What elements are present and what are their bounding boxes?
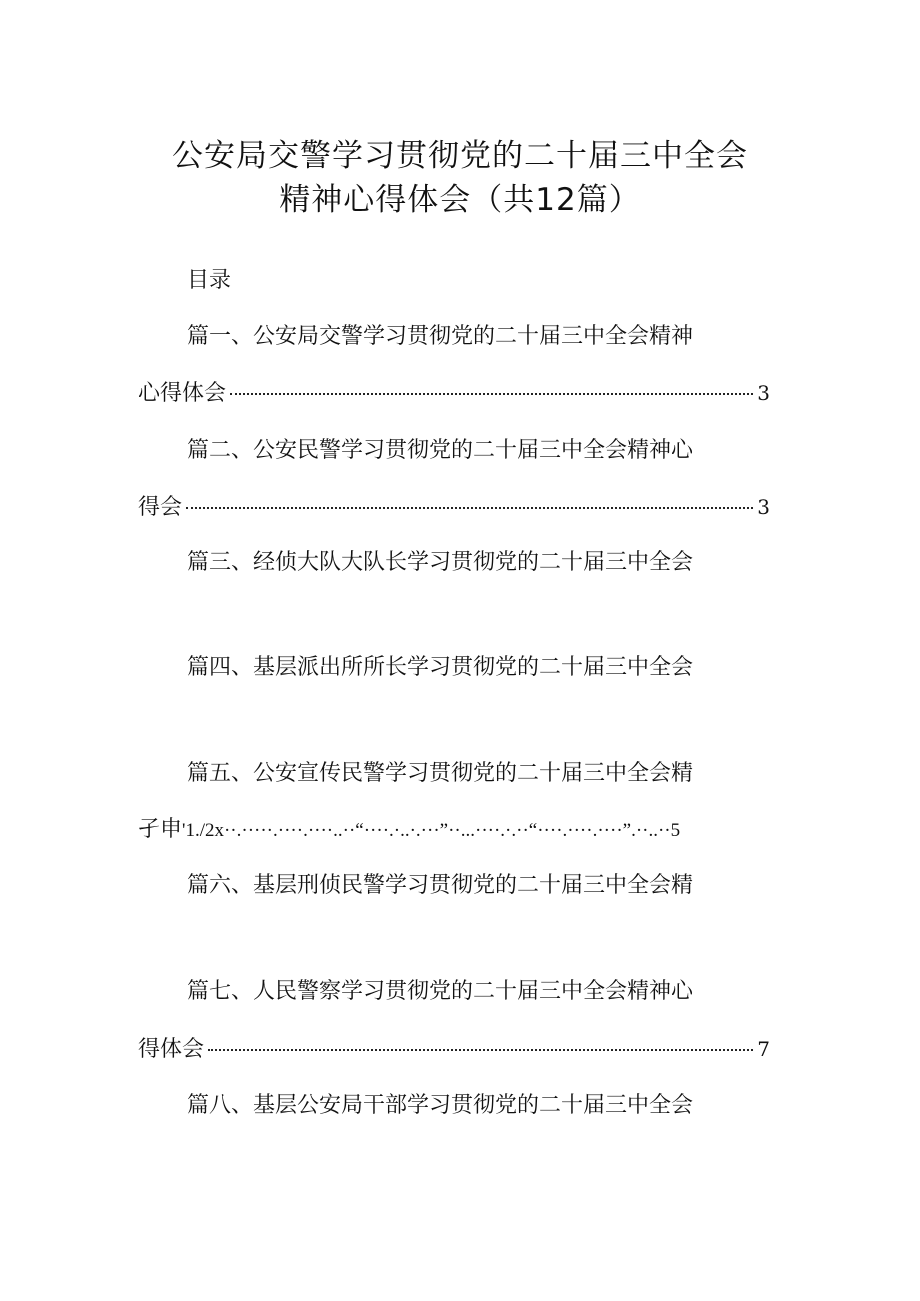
toc-entry-5-title[interactable]: 篇五、公安宣传民警学习贯彻党的二十届三中全会精 [187, 761, 694, 786]
toc-entry-4-title[interactable]: 篇四、基层派出所所长学习贯彻党的二十届三中全会 [187, 655, 694, 680]
toc-entry-7-page-number: 7 [757, 1037, 770, 1061]
toc-heading: 目录 [187, 268, 232, 293]
toc-dot-leader [186, 507, 753, 509]
toc-entry-1-continuation[interactable] [138, 378, 770, 409]
toc-entry-1-page-number: 3 [757, 381, 770, 405]
toc-dot-leader [230, 393, 753, 395]
toc-entry-1-title[interactable]: 篇一、公安局交警学习贯彻党的二十届三中全会精神 [187, 324, 694, 349]
toc-entry-2-text: 得会 [138, 495, 183, 520]
toc-entry-6-title[interactable]: 篇六、基层刑侦民警学习贯彻党的二十届三中全会精 [187, 873, 694, 898]
toc-entry-2-continuation[interactable] [138, 492, 770, 523]
toc-entry-2-page-number: 3 [757, 495, 770, 519]
toc-entry-7-title[interactable]: 篇七、人民警察学习贯彻党的二十届三中全会精神心 [187, 979, 694, 1004]
toc-entry-3-title[interactable]: 篇三、经侦大队大队长学习贯彻党的二十届三中全会 [187, 550, 694, 575]
document-title-line-2: 精神心得体会（共12篇） [279, 182, 641, 218]
document-title-line-1: 公安局交警学习贯彻党的二十届三中全会 [172, 138, 748, 174]
toc-entry-7-text: 得体会 [138, 1037, 205, 1062]
toc-entry-2-title[interactable]: 篇二、公安民警学习贯彻党的二十届三中全会精神心 [187, 438, 694, 463]
toc-entry-5-garbled-leader: '1./2x··.·····.····.····..··“····.·..·.···”··...····.·.··“····.····.····”.··..··5 [182, 820, 681, 841]
toc-dot-leader [208, 1049, 753, 1051]
toc-entry-7-continuation[interactable] [138, 1034, 770, 1065]
toc-entry-8-title[interactable]: 篇八、基层公安局干部学习贯彻党的二十届三中全会 [187, 1093, 694, 1118]
toc-entry-1-text: 心得体会 [138, 381, 227, 406]
toc-entry-5-text: 孑申 [138, 817, 183, 842]
toc-entry-5-continuation[interactable] [138, 815, 680, 846]
